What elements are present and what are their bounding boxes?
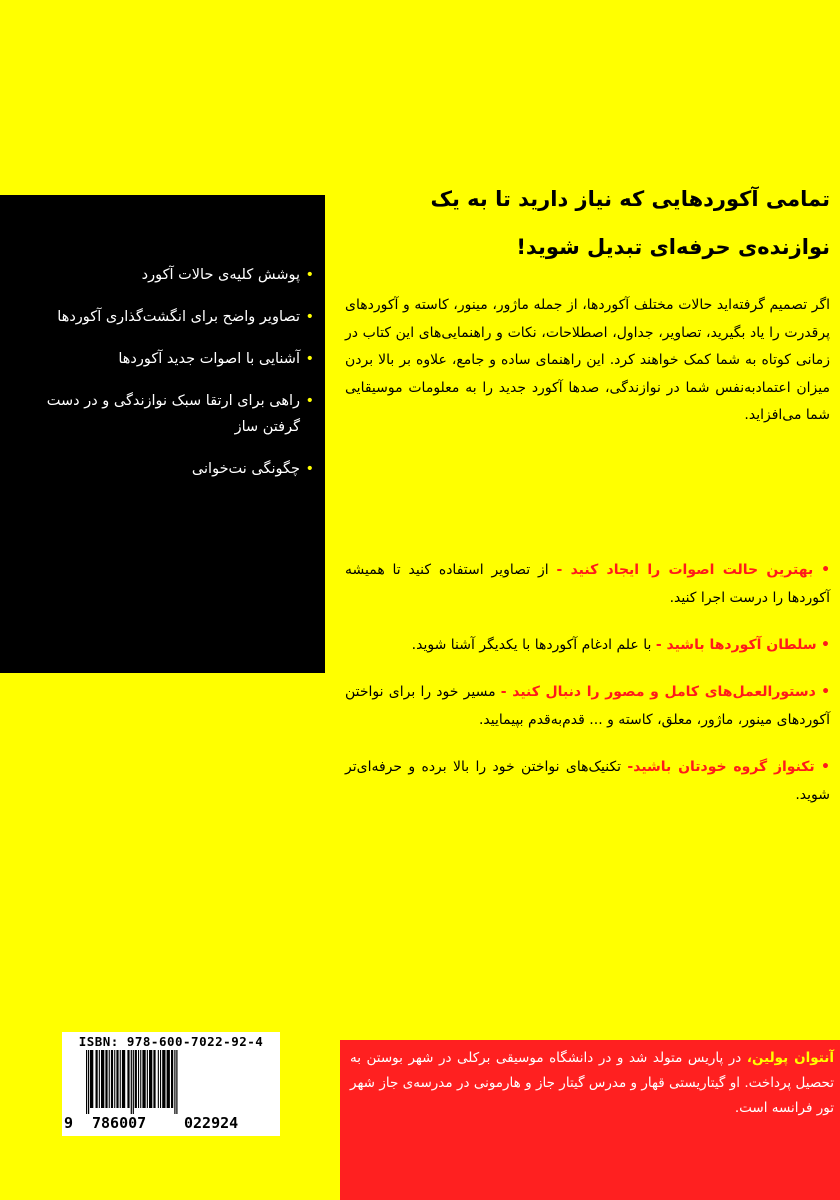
bullet: • bbox=[821, 759, 830, 775]
feature-highlight: تکنواز گروه خودتان باشید- bbox=[627, 759, 815, 775]
feature-text: تکنیک‌های نواختن خود را بالا برده و حرفه‌ای‌تر شوید. bbox=[345, 759, 830, 803]
feature-text: از تصاویر استفاده کنید تا همیشه آکوردها را درست اجرا کنید. bbox=[345, 562, 830, 606]
side-item: • چگونگی نت‌خوانی bbox=[14, 456, 314, 482]
side-item: • پوشش کلیه‌ی حالات آکورد bbox=[14, 262, 314, 288]
isbn-barcode bbox=[62, 1032, 280, 1136]
barcode-icon bbox=[74, 1050, 270, 1114]
feature-list bbox=[345, 556, 830, 828]
feature-item bbox=[345, 631, 830, 659]
feature-highlight: سلطان آکوردها باشید - bbox=[655, 637, 817, 653]
feature-text: با علم ادغام آکوردها با یکدیگر آشنا شوید. bbox=[411, 637, 656, 653]
side-feature-list bbox=[14, 262, 314, 498]
author-name: آنتوان پولین، bbox=[746, 1050, 834, 1066]
feature-item bbox=[345, 678, 830, 734]
isbn-label: ISBN: 978-600-7022-92-4 bbox=[78, 1034, 264, 1049]
headline: تمامی آکوردهایی که نیاز دارید تا به یک نوازنده‌ی حرفه‌ای تبدیل شوید! bbox=[430, 187, 830, 259]
feature-item bbox=[345, 556, 830, 612]
author-bio bbox=[350, 1046, 834, 1121]
feature-highlight: دستورالعمل‌های کامل و مصور را دنبال کنید - bbox=[500, 684, 816, 700]
feature-item bbox=[345, 753, 830, 809]
side-item: • تصاویر واضح برای انگشت‌گذاری آکوردها bbox=[14, 304, 314, 330]
side-item: • راهی برای ارتقا سبک نوازندگی و در دست گرفتن ساز bbox=[14, 388, 314, 440]
barcode-digit-first: 9 bbox=[64, 1114, 74, 1132]
barcode-group-right: 022924 bbox=[184, 1114, 239, 1132]
bullet: • bbox=[821, 562, 831, 578]
bullet: • bbox=[821, 684, 831, 700]
feature-text: مسیر خود را برای نواختن آکوردهای مینور، ماژور، معلق، کاسته و ... قدم‌به‌قدم بپیمایید. bbox=[345, 684, 830, 728]
side-item: • آشنایی با اصوات جدید آکوردها bbox=[14, 346, 314, 372]
intro-paragraph: اگر تصمیم گرفته‌اید حالات مختلف آکوردها، از جمله ماژور، مینور، کاسته و آکوردهای پرقدرت را یاد بگیرید، تصاویر، جداول، اصطلاحات، نکات و راهنمایی‌های این کتاب در زمانی کوتاه به شما کمک خواهند کرد. این راهنمای ساده و جامع، علاوه بر بالا بردن میزان اعتمادبه‌نفس شما در نوازندگی، صدها آکورد جدید را به معلومات موسیقایی شما می‌افزاید. bbox=[345, 297, 830, 423]
feature-highlight: بهترین حالت اصوات را ایجاد کنید - bbox=[556, 562, 814, 578]
author-bio-text: در پاریس متولد شد و در دانشگاه موسیقی برکلی در شهر بوستن به تحصیل پرداخت. او گیتاریستی قهار و مدرس گیتار جاز و هارمونی در مدرسه‌ی جاز شهر تور فرانسه است. bbox=[350, 1050, 834, 1116]
barcode-group-left: 786007 bbox=[92, 1114, 147, 1132]
bullet: • bbox=[821, 637, 830, 653]
